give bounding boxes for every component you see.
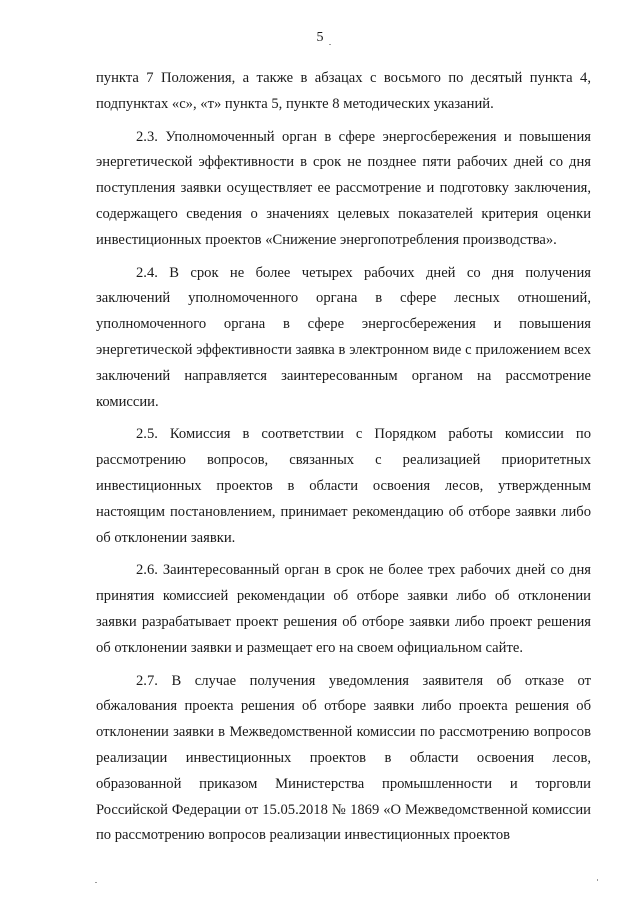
scan-speck: [597, 879, 598, 881]
scan-speck: [95, 882, 97, 883]
document-body: [96, 66, 591, 849]
paragraph-2-5: 2.5. Комиссия в соответствии с Порядком работы комиссии по рассмотрению вопросов, связанных с реализацией приоритетных инвестиционных проектов в области освоения лесов, утвержденным настоящим постановлением, принимает рекомендацию об отборе заявки либо об отклонении заявки.: [96, 426, 591, 546]
page-number: 5: [316, 30, 324, 45]
paragraph-2-6: 2.6. Заинтересованный орган в срок не более трех рабочих дней со дня принятия комиссией рекомендации об отборе заявки либо об отклонении заявки разрабатывает проект решения об отборе заявки либо проект решения об отклонении заявки и размещает его на своем официальном сайте.: [96, 562, 591, 656]
scan-speck: [329, 44, 331, 45]
paragraph-2-7: 2.7. В случае получения уведомления заявителя об отказе от обжалования проекта решения об отборе заявки либо проекта решения об отклонении заявки в Межведомственной комиссии по рассмотрению вопросов реализации инвестиционных проектов в области освоения лесов, образованной приказом Министерства промышленности и торговли Российской Федерации от 15.05.2018 № 1869 «О Межведомственной комиссии по рассмотрению вопросов реализации инвестиционных проектов: [96, 672, 591, 844]
paragraph-2-3: 2.3. Уполномоченный орган в сфере энергосбережения и повышения энергетической эффективности в срок не позднее пяти рабочих дней со дня поступления заявки осуществляет ее рассмотрение и подготовку заключения, содержащего сведения о значениях целевых показателей критерия оценки инвестиционных проектов «Снижение энергопотребления производства».: [96, 128, 591, 248]
paragraph-continuation: пункта 7 Положения, а также в абзацах с восьмого по десятый пункта 4, подпунктах «с», «т» пункта 5, пункте 8 методических указаний.: [96, 70, 591, 112]
paragraph-2-4: 2.4. В срок не более четырех рабочих дней со дня получения заключений уполномоченного органа в сфере лесных отношений, уполномоченного органа в сфере энергосбережения и повышения энергетической эффективности заявка в электронном виде с приложением всех заключений направляется заинтересованным органом на рассмотрение комиссии.: [96, 264, 591, 410]
